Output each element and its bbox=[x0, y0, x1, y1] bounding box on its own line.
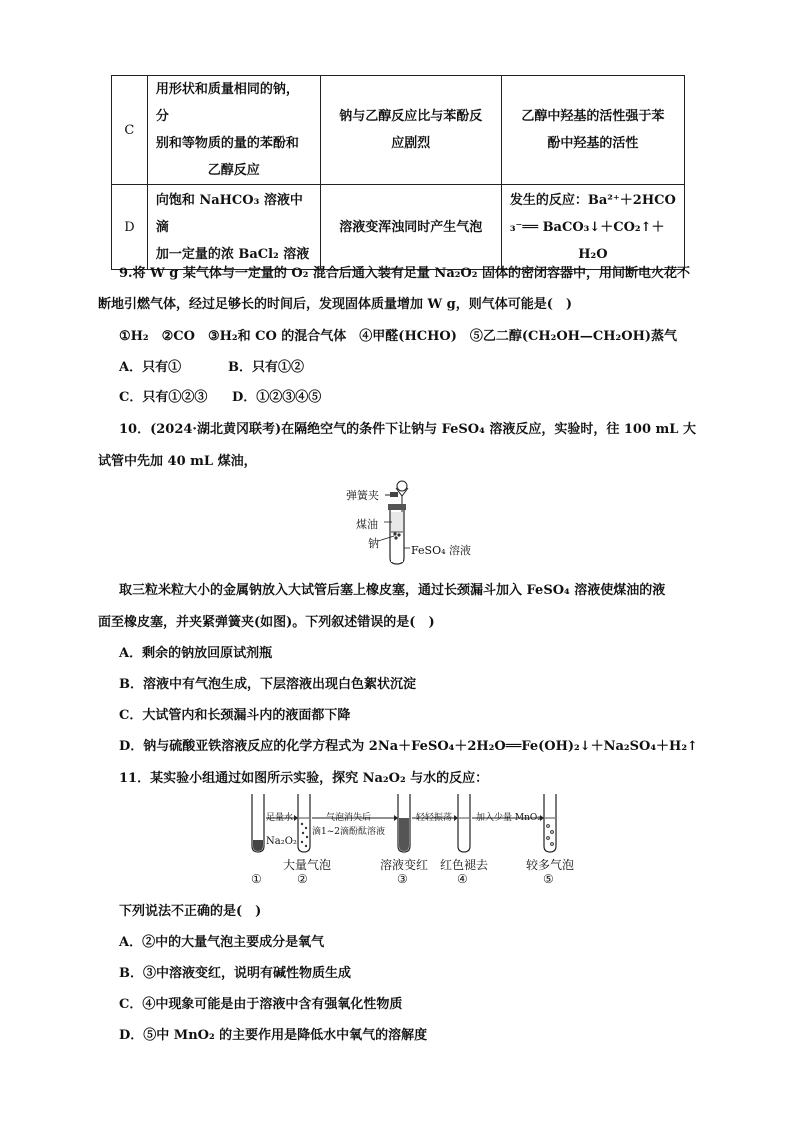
step2-label: 气泡消失后 bbox=[326, 813, 372, 823]
tube5-number: ⑤ bbox=[543, 872, 554, 886]
sodium-label: 钠 bbox=[368, 537, 379, 550]
q11-experiment-figure bbox=[240, 790, 580, 886]
tube2-number: ② bbox=[297, 872, 308, 886]
q9-option-a[interactable]: A．只有① bbox=[119, 360, 182, 375]
q10-stem-line3: 取三粒米粒大小的金属钠放入大试管后塞上橡皮塞，通过长颈漏斗加入 FeSO₄ 溶液使煤油的液 bbox=[119, 583, 666, 598]
solution-label: FeSO₄ 溶液 bbox=[411, 544, 472, 557]
options-table bbox=[111, 75, 685, 270]
row-letter: D bbox=[112, 185, 148, 270]
q9-option-c[interactable]: C．只有①②③ bbox=[119, 390, 208, 405]
q10-apparatus-figure bbox=[340, 478, 490, 568]
table-cell bbox=[501, 76, 684, 185]
q11-option-b[interactable]: B．③中溶液变红，说明有碱性物质生成 bbox=[119, 966, 351, 981]
clip-label: 弹簧夹 bbox=[346, 489, 379, 502]
q10-stem-line4: 面至橡皮塞，并夹紧弹簧夹(如图)。下列叙述错误的是( ) bbox=[98, 615, 435, 630]
table-cell bbox=[320, 185, 501, 270]
q10-option-c[interactable]: C．大试管内和长颈漏斗内的液面都下降 bbox=[119, 708, 351, 723]
cell-text: 发生的反应：Ba²⁺＋2HCO bbox=[509, 192, 676, 208]
cell-text: 用形状和质量相同的钠，分 bbox=[155, 82, 299, 124]
table-cell bbox=[147, 185, 320, 270]
tube3-number: ③ bbox=[397, 872, 408, 886]
table-row bbox=[112, 185, 685, 270]
cell-text: 溶液变浑浊同时产生气泡 bbox=[339, 219, 483, 235]
cell-text: 乙醇反应 bbox=[207, 163, 260, 178]
obs5-label: 较多气泡 bbox=[526, 858, 575, 872]
table-cell bbox=[320, 76, 501, 185]
q11-stem-line1: 11．某实验小组通过如图所示实验，探究 Na₂O₂ 与水的反应： bbox=[119, 771, 489, 786]
cell-text: ₃⁻══ BaCO₃↓＋CO₂↑＋ bbox=[509, 219, 665, 235]
table-row bbox=[112, 76, 685, 185]
na2o2-label: Na₂O₂ bbox=[266, 836, 297, 847]
kerosene-label: 煤油 bbox=[356, 518, 378, 531]
q10-option-b[interactable]: B．溶液中有气泡生成，下层溶液出现白色絮状沉淀 bbox=[119, 677, 416, 692]
cell-text: 向饱和 NaHCO₃ 溶液中滴 bbox=[155, 192, 303, 235]
cell-text: 钠与乙醇反应比与苯酚反 bbox=[339, 109, 483, 124]
q10-option-d[interactable]: D．钠与硫酸亚铁溶液反应的化学方程式为 2Na＋FeSO₄＋2H₂O══Fe(OH)₂↓＋Na₂SO₄＋H₂↑ bbox=[119, 739, 698, 754]
q11-option-c[interactable]: C．④中现象可能是由于溶液中含有强氧化性物质 bbox=[119, 997, 403, 1012]
table-cell bbox=[147, 76, 320, 185]
q11-option-d[interactable]: D．⑤中 MnO₂ 的主要作用是降低水中氧气的溶解度 bbox=[119, 1028, 428, 1043]
q10-option-a[interactable]: A．剩余的钠放回原试剂瓶 bbox=[119, 646, 273, 661]
cell-text: 应剧烈 bbox=[391, 136, 431, 151]
obs4-label: 红色褪去 bbox=[440, 858, 489, 872]
step4-label: 加入少量 MnO₂ bbox=[476, 813, 541, 823]
q9-stem-line2: 断地引燃气体，经过足够长的时间后，发现固体质量增加 W g，则气体可能是( ) bbox=[98, 297, 573, 312]
obs3-label: 溶液变红 bbox=[380, 858, 429, 872]
step2b-label: 滴1~2滴酚酞溶液 bbox=[312, 827, 385, 837]
q10-stem-line1: 10．(2024·湖北黄冈联考)在隔绝空气的条件下让钠与 FeSO₄ 溶液反应，实验时，往 100 mL 大 bbox=[119, 422, 696, 437]
cell-text: 酚中羟基的活性 bbox=[547, 136, 639, 151]
q9-items: ①H₂ ②CO ③H₂和 CO 的混合气体 ④甲醛(HCHO) ⑤乙二醇(CH₂OH—CH₂OH)蒸气 bbox=[119, 329, 678, 344]
cell-text: 加一定量的浓 BaCl₂ 溶液 bbox=[155, 246, 310, 262]
q11-stem: 下列说法不正确的是( ) bbox=[119, 904, 262, 919]
q9-option-d[interactable]: D．①②③④⑤ bbox=[232, 390, 322, 405]
step3-label: 轻轻振荡 bbox=[416, 813, 453, 823]
q10-stem-line2: 试管中先加 40 mL 煤油， bbox=[98, 454, 257, 469]
obs2-label: 大量气泡 bbox=[283, 858, 332, 872]
table-cell bbox=[501, 185, 684, 270]
cell-text: 别和等物质的量的苯酚和 bbox=[155, 136, 299, 151]
tube1-number: ① bbox=[251, 872, 262, 886]
row-letter: C bbox=[112, 76, 148, 185]
tube4-number: ④ bbox=[457, 872, 468, 886]
cell-text: H₂O bbox=[578, 246, 608, 262]
q9-stem-line1: 9.将 W g 某气体与一定量的 O₂ 混合后通入装有足量 Na₂O₂ 固体的密闭容器中，用间断电火花不 bbox=[119, 266, 690, 281]
step1-label: 足量水 bbox=[266, 813, 294, 823]
q9-option-b[interactable]: B．只有①② bbox=[228, 360, 304, 375]
cell-text: 乙醇中羟基的活性强于苯 bbox=[521, 109, 665, 124]
q11-option-a[interactable]: A．②中的大量气泡主要成分是氧气 bbox=[119, 935, 325, 950]
